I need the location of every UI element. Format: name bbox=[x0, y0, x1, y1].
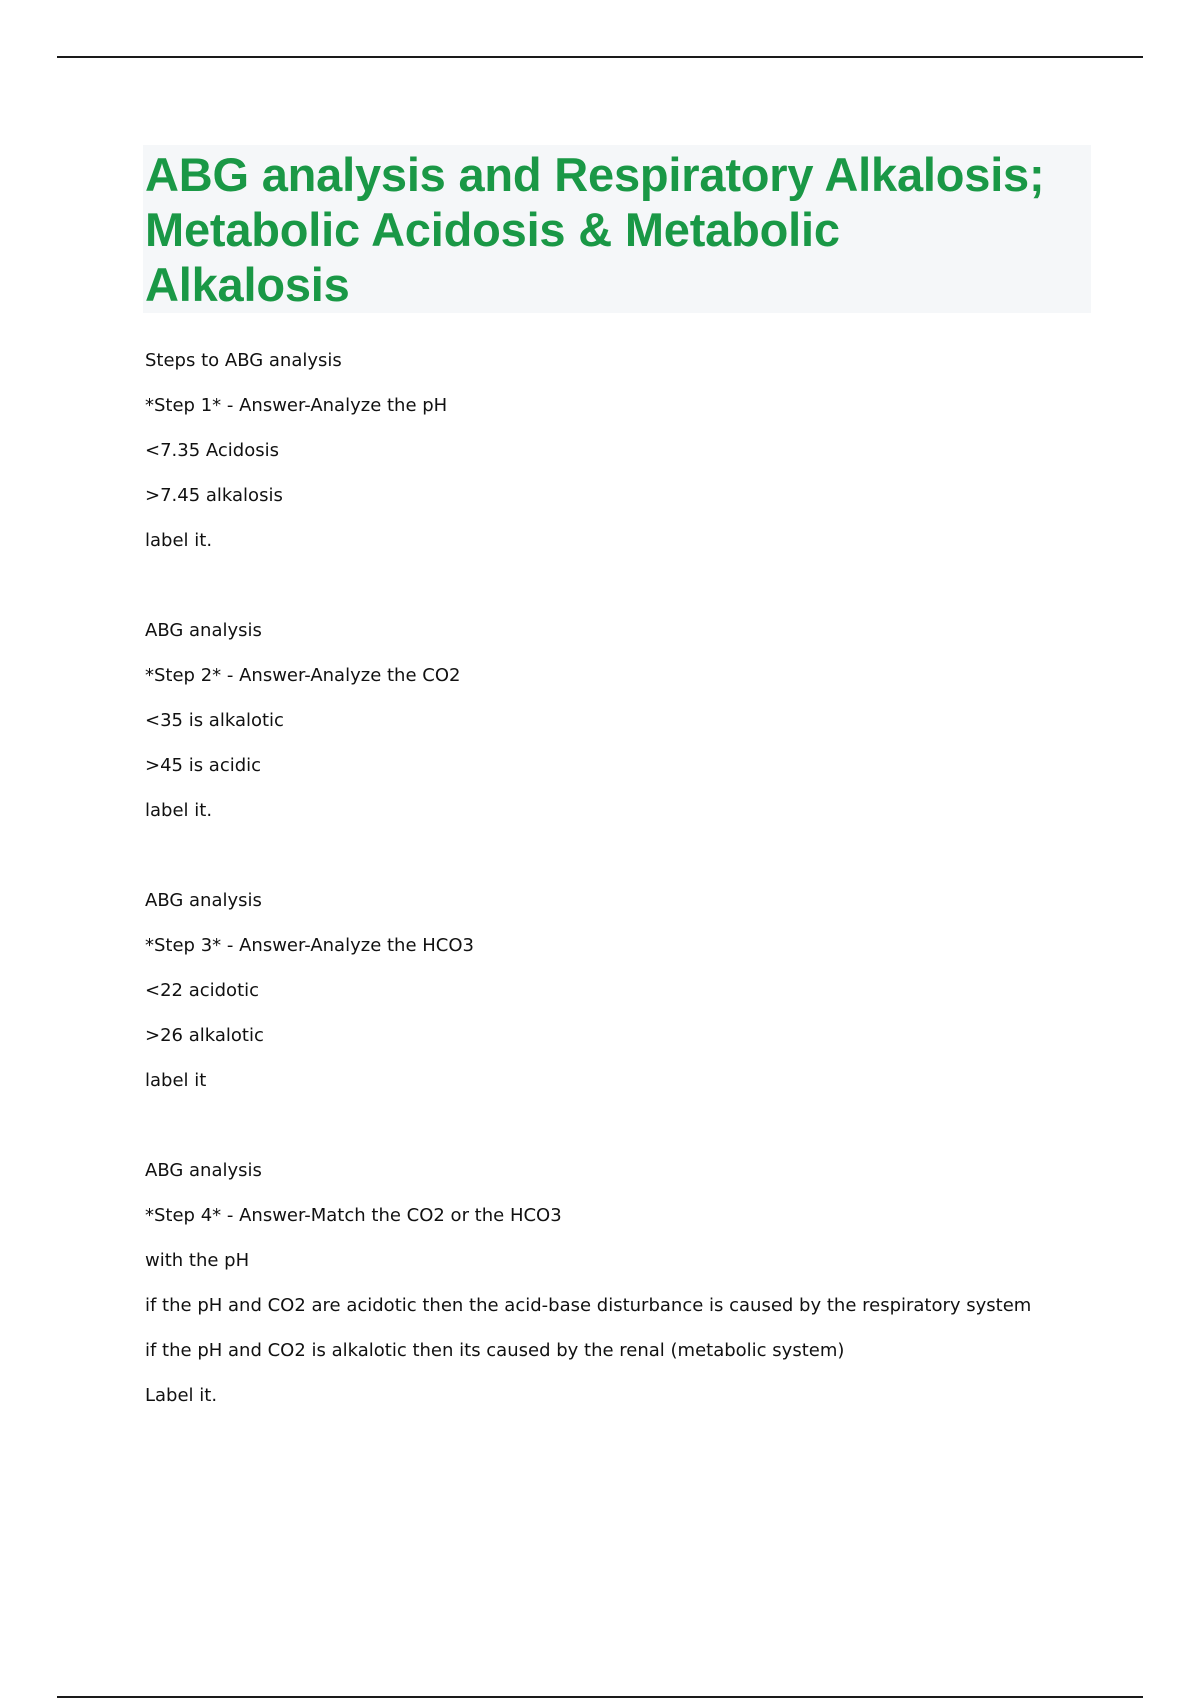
section-spacer bbox=[145, 575, 1105, 620]
answer-line: label it. bbox=[145, 800, 213, 821]
section-heading: ABG analysis bbox=[145, 890, 262, 911]
title-block bbox=[143, 145, 1091, 313]
answer-line: <35 is alkalotic bbox=[145, 710, 284, 731]
answer-line: label it. bbox=[145, 530, 213, 551]
answer-line: if the pH and CO2 are acidotic then the acid-base disturbance is caused by the respiratory system bbox=[145, 1295, 1032, 1316]
document-title bbox=[145, 147, 1091, 312]
section-step-1 bbox=[145, 350, 1105, 575]
answer-line: with the pH bbox=[145, 1250, 250, 1271]
section-spacer bbox=[145, 1115, 1105, 1160]
answer-line: if the pH and CO2 is alkalotic then its caused by the renal (metabolic system) bbox=[145, 1340, 845, 1361]
section-heading: ABG analysis bbox=[145, 1160, 262, 1181]
section-step-2 bbox=[145, 620, 1105, 845]
answer-line: Label it. bbox=[145, 1385, 218, 1406]
answer-line: >45 is acidic bbox=[145, 755, 262, 776]
section-spacer bbox=[145, 845, 1105, 890]
section-step-4 bbox=[145, 1160, 1105, 1430]
answer-line: label it bbox=[145, 1070, 207, 1091]
answer-line: >26 alkalotic bbox=[145, 1025, 264, 1046]
step-question: *Step 3* - Answer-Analyze the HCO3 bbox=[145, 935, 474, 956]
document-body bbox=[145, 350, 1105, 1430]
step-question: *Step 4* - Answer-Match the CO2 or the HCO3 bbox=[145, 1205, 562, 1226]
title-line-2: Metabolic Acidosis & Metabolic bbox=[145, 203, 840, 256]
answer-line: <22 acidotic bbox=[145, 980, 260, 1001]
section-heading: ABG analysis bbox=[145, 620, 262, 641]
answer-line: <7.35 Acidosis bbox=[145, 440, 279, 461]
section-step-3 bbox=[145, 890, 1105, 1115]
header-rule bbox=[57, 56, 1143, 58]
title-line-3: Alkalosis bbox=[145, 258, 350, 311]
footer-rule bbox=[57, 1696, 1143, 1698]
step-question: *Step 1* - Answer-Analyze the pH bbox=[145, 395, 448, 416]
answer-line: >7.45 alkalosis bbox=[145, 485, 283, 506]
section-heading: Steps to ABG analysis bbox=[145, 350, 342, 371]
step-question: *Step 2* - Answer-Analyze the CO2 bbox=[145, 665, 461, 686]
title-line-1: ABG analysis and Respiratory Alkalosis; bbox=[145, 148, 1045, 201]
